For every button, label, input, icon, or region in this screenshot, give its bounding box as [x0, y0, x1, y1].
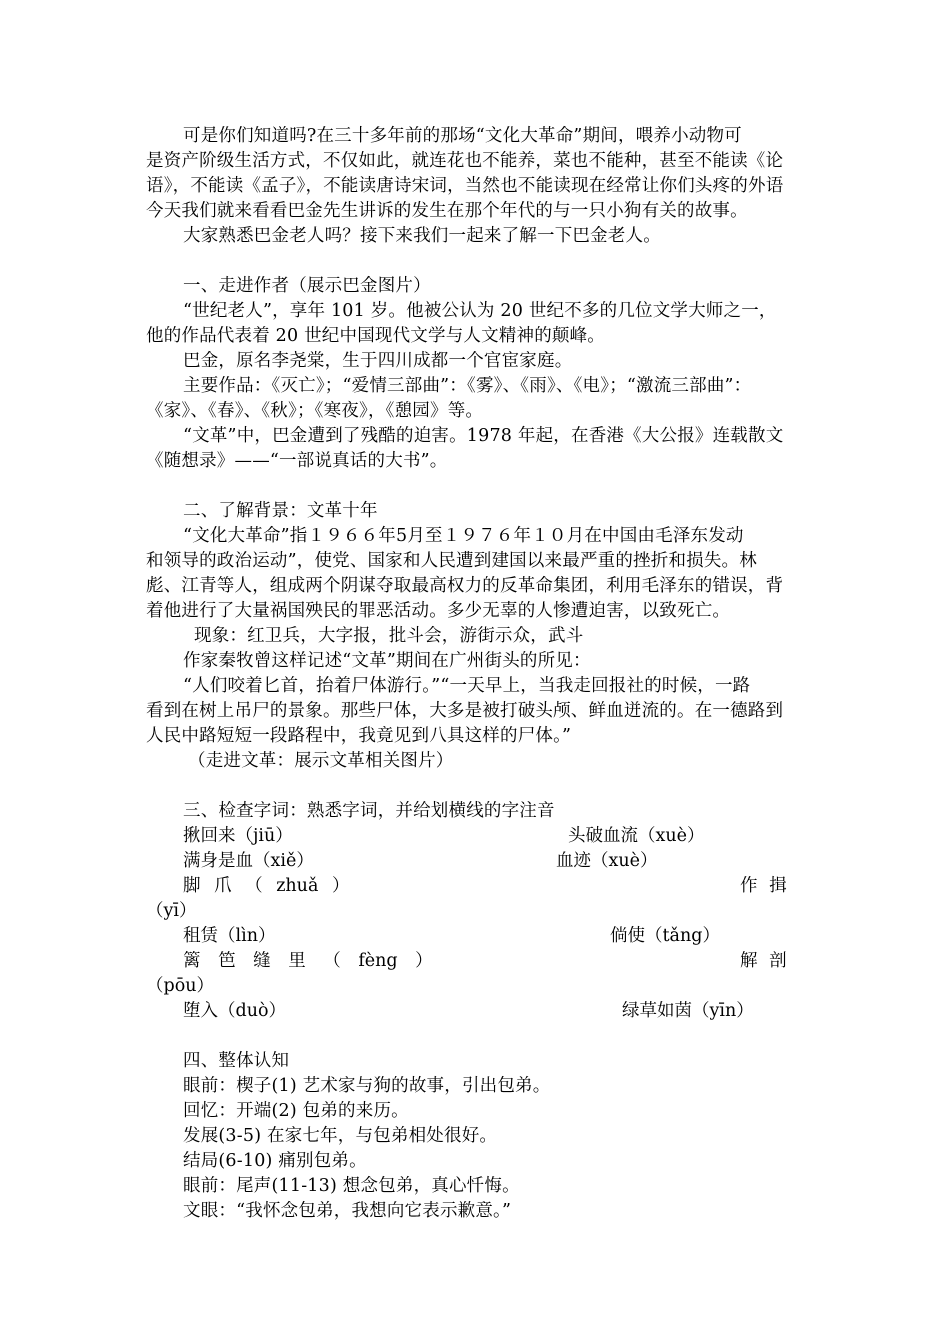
section-1-line: 《家》、《春》、《秋》；《寒夜》，《憩园》等。 [146, 401, 484, 421]
section-2-line: 作家秦牧曾这样记述“文革”期间在广州街头的所见： [183, 651, 591, 671]
section-4-line: 回忆：开端(2) 包弟的来历。 [183, 1101, 409, 1121]
section-2-line: （走进文革：展示文革相关图片） [188, 751, 454, 771]
section-1-heading: 一、走进作者（展示巴金图片） [183, 276, 431, 296]
intro-line-1: 可是你们知道吗?在三十多年前的那场“文化大革命”期间，喂养小动物可 [183, 126, 742, 146]
vocab-word: 篱 笆 缝 里 （ fèng ） [183, 951, 433, 971]
section-2-line: “文化大革命”指１９６６年5月至１９７６年１０月在中国由毛泽东发动 [183, 526, 744, 546]
vocab-word: （pōu） [146, 976, 215, 996]
section-1-line: “文革”中，巴金遭到了残酷的迫害。1978 年起，在香港《大公报》连载散文 [183, 426, 784, 446]
section-2-line: 现象：红卫兵，大字报，批斗会，游街示众，武斗 [194, 626, 584, 646]
vocab-word: 租赁（lìn） [183, 926, 276, 946]
section-1-line: 《随想录》——“一部说真话的大书”。 [146, 451, 448, 471]
section-4-line: 眼前：尾声(11-13) 想念包弟，真心忏悔。 [183, 1176, 520, 1196]
section-1-line: 他的作品代表着 20 世纪中国现代文学与人文精神的颠峰。 [146, 326, 605, 346]
section-4-line: 文眼：“我怀念包弟，我想向它表示歉意。” [183, 1201, 512, 1221]
vocab-word: 头破血流（xuè） [568, 826, 705, 846]
vocab-word: 绿草如茵（yīn） [622, 1001, 754, 1021]
vocab-word: 脚 爪 （ zhuǎ ） [183, 876, 350, 896]
section-1-line: “世纪老人”，享年 101 岁。他被公认为 20 世纪不多的几位文学大师之一， [183, 301, 777, 321]
vocab-word: 堕入（duò） [183, 1001, 287, 1021]
section-4-line: 结局(6-10) 痛别包弟。 [183, 1151, 367, 1171]
vocab-word: 血迹（xuè） [556, 851, 658, 871]
section-2-line: “人们咬着匕首，抬着尸体游行。”“一天早上，当我走回报社的时候，一路 [183, 676, 751, 696]
section-2-line: 人民中路短短一段路程中，我竟见到八具这样的尸体。” [146, 726, 572, 746]
intro-paragraph-2: 大家熟悉巴金老人吗？接下来我们一起来了解一下巴金老人。 [183, 226, 661, 246]
vocab-word: 作 揖 [740, 876, 787, 896]
intro-line-4: 今天我们就来看看巴金先生讲诉的发生在那个年代的与一只小狗有关的故事。 [146, 201, 748, 221]
section-2-line: 彪、江青等人，组成两个阴谋夺取最高权力的反革命集团，利用毛泽东的错误，背 [146, 576, 784, 596]
section-4-heading: 四、整体认知 [183, 1051, 290, 1071]
vocab-word: 解 剖 [740, 951, 787, 971]
vocab-word: 倘使（tǎng） [610, 926, 720, 946]
vocab-word: （yī） [146, 901, 197, 921]
section-3-heading: 三、检查字词：熟悉字词，并给划横线的字注音 [183, 801, 555, 821]
section-4-line: 眼前：楔子(1) 艺术家与狗的故事，引出包弟。 [183, 1076, 551, 1096]
section-1-line: 巴金，原名李尧棠，生于四川成都一个官宦家庭。 [183, 351, 573, 371]
section-4-line: 发展(3-5) 在家七年，与包弟相处很好。 [183, 1126, 498, 1146]
intro-line-2: 是资产阶级生活方式，不仅如此，就连花也不能养，菜也不能种，甚至不能读《论 [146, 151, 784, 171]
section-2-line: 着他进行了大量祸国殃民的罪恶活动。多少无辜的人惨遭迫害，以致死亡。 [146, 601, 731, 621]
section-2-line: 和领导的政治运动”，使党、国家和人民遭到建国以来最严重的挫折和损失。林 [146, 551, 757, 571]
section-2-line: 看到在树上吊尸的景象。那些尸体，大多是被打破头颅、鲜血迸流的。在一德路到 [146, 701, 784, 721]
vocab-word: 揪回来（jiū） [183, 826, 293, 846]
vocab-word: 满身是血（xiě） [183, 851, 314, 871]
section-1-line: 主要作品：《灭亡》；“爱情三部曲”：《雾》、《雨》、《电》；“激流三部曲”： [183, 376, 752, 396]
intro-line-3: 语》，不能读《孟子》，不能读唐诗宋词，当然也不能读现在经常让你们头疼的外语 [146, 176, 784, 196]
section-2-heading: 二、了解背景：文革十年 [183, 501, 378, 521]
